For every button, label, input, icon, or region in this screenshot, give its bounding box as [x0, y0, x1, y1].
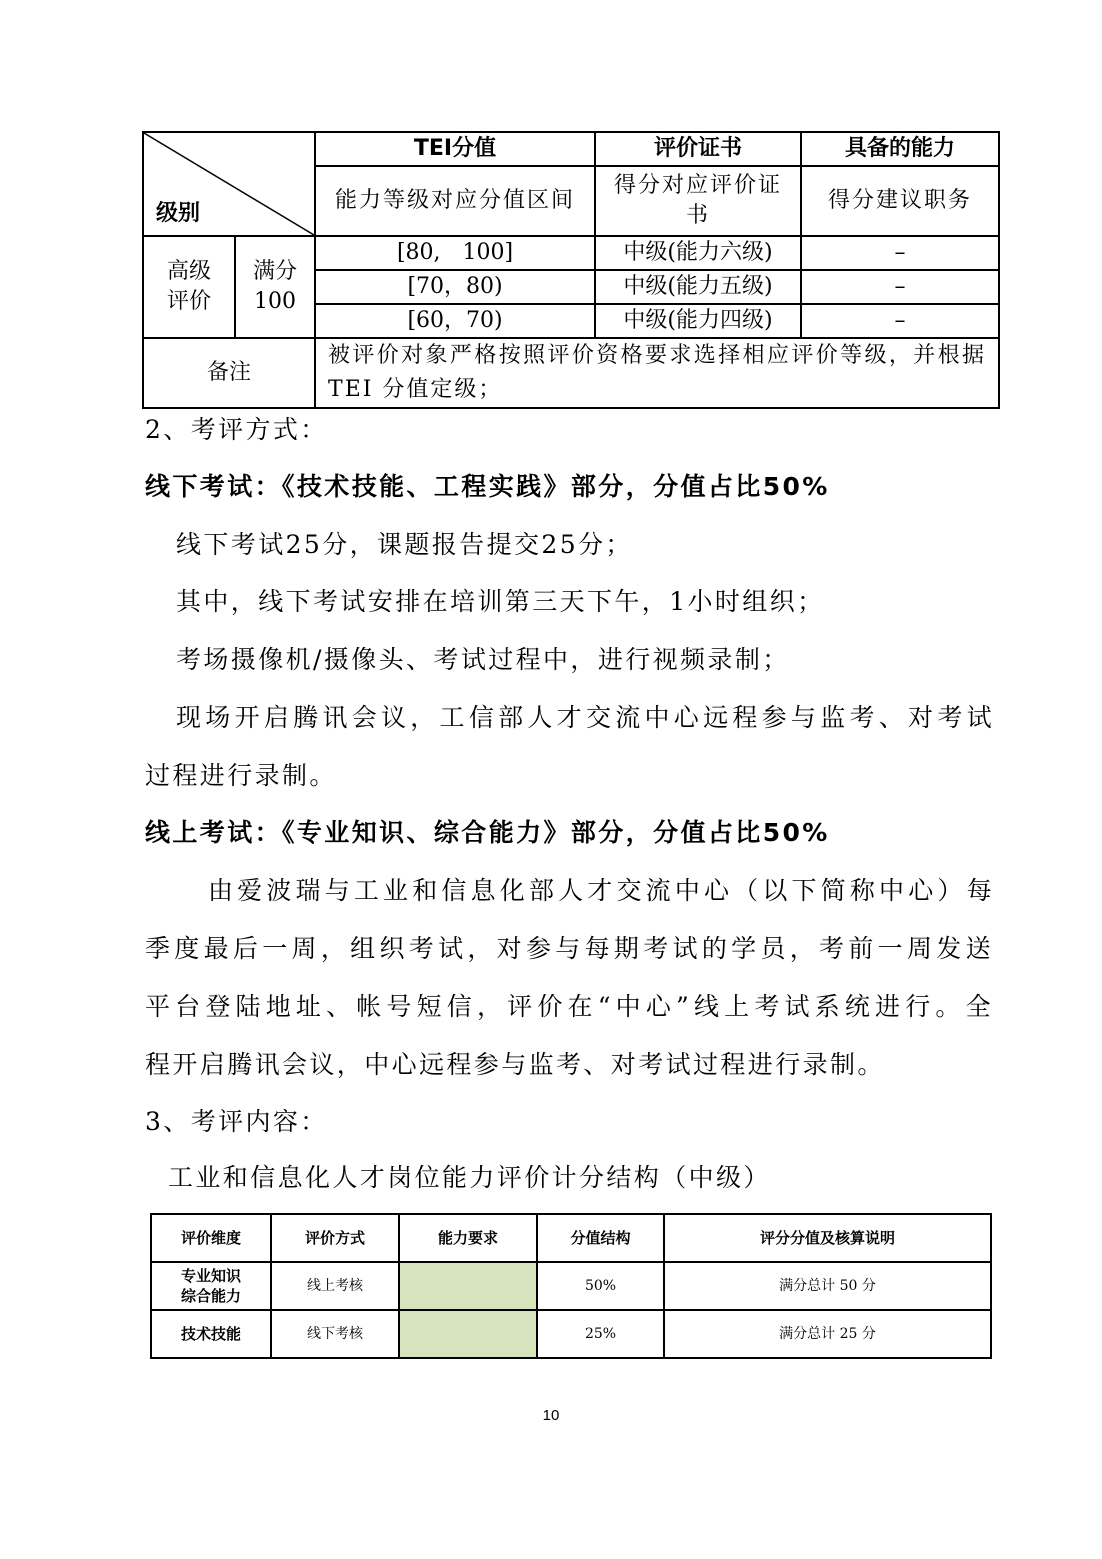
t2-row2-dimension: 技术技能: [151, 1310, 271, 1358]
section3-heading: 3、考评内容：: [145, 1107, 328, 1136]
online-line2: 季度最后一周，组织考试，对参与每期考试的学员，考前一周发送: [145, 934, 993, 963]
level-line2: 评价: [166, 289, 211, 314]
online-line1: 由爱波瑞与工业和信息化部人才交流中心（以下简称中心）每: [208, 876, 994, 905]
cert-row-1: 中级(能力六级): [595, 236, 801, 270]
note-text: 被评价对象严格按照评价资格要求选择相应评价等级，并根据 TEI 分值定级；: [315, 338, 999, 408]
offline-p4-line1: 现场开启腾讯会议，工信部人才交流中心远程参与监考、对考试: [176, 703, 994, 732]
offline-p4-line2: 过程进行录制。: [145, 761, 337, 790]
online-title: 线上考试：《专业知识、综合能力》部分，分值占比50%: [145, 818, 830, 847]
note-label: 备注: [143, 338, 315, 408]
t2-header-requirement: 能力要求: [399, 1214, 537, 1262]
level-cell: [143, 236, 235, 338]
section3-subtitle: 工业和信息化人才岗位能力评价计分结构（中级）: [168, 1163, 771, 1192]
t2-row1-requirement: [399, 1262, 537, 1310]
online-line3: 平台登陆地址、帐号短信，评价在“中心”线上考试系统进行。全: [145, 992, 993, 1021]
t2-row1-dim-a: 专业知识: [180, 1267, 241, 1285]
page-number: 10: [542, 1407, 560, 1424]
range-row-1: [80, 100]: [315, 236, 595, 270]
t2-row1-method: 线上考核: [271, 1262, 399, 1310]
offline-p2: 其中，线下考试安排在培训第三天下午，1小时组织；: [176, 587, 825, 616]
range-row-2: [70，80): [315, 270, 595, 304]
tei-score-table: [142, 131, 1000, 409]
duty-row-1: –: [801, 236, 999, 270]
t2-row2-share: 25%: [537, 1310, 664, 1358]
t2-row1-dim-b: 综合能力: [180, 1287, 241, 1305]
duty-row-3: –: [801, 304, 999, 338]
score-structure-table: [150, 1213, 992, 1359]
offline-p3: 考场摄像机/摄像头、考试过程中，进行视频录制；: [176, 645, 790, 674]
header-cert: 评价证书: [595, 132, 801, 166]
range-row-3: [60，70): [315, 304, 595, 338]
full-score-cell: [235, 236, 315, 338]
sub-range: 能力等级对应分值区间: [315, 166, 595, 236]
t2-header-method: 评价方式: [271, 1214, 399, 1262]
level-line1: 高级: [166, 259, 211, 284]
t2-header-explanation: 评分分值及核算说明: [664, 1214, 991, 1262]
header-tei: TEI分值: [315, 132, 595, 166]
cert-row-2: 中级(能力五级): [595, 270, 801, 304]
duty-row-2: –: [801, 270, 999, 304]
sub-cert: 得分对应评价证书: [595, 166, 801, 236]
t2-row1-dimension: [151, 1262, 271, 1310]
cert-row-3: 中级(能力四级): [595, 304, 801, 338]
full-line1: 满分: [253, 259, 298, 284]
level-corner-cell: [143, 132, 315, 236]
corner-label: 级别: [156, 201, 201, 226]
t2-header-dimension: 评价维度: [151, 1214, 271, 1262]
t2-row2-note: 满分总计 25 分: [664, 1310, 991, 1358]
t2-row2-method: 线下考核: [271, 1310, 399, 1358]
t2-row1-note: 满分总计 50 分: [664, 1262, 991, 1310]
full-line2: 100: [254, 289, 296, 314]
header-ability: 具备的能力: [801, 132, 999, 166]
section2-heading: 2、考评方式：: [145, 415, 328, 444]
online-line4: 程开启腾讯会议，中心远程参与监考、对考试过程进行录制。: [145, 1050, 885, 1079]
sub-duty: 得分建议职务: [801, 166, 999, 236]
t2-row1-share: 50%: [537, 1262, 664, 1310]
offline-title: 线下考试：《技术技能、工程实践》部分，分值占比50%: [145, 472, 830, 501]
t2-row2-requirement: [399, 1310, 537, 1358]
offline-p1: 线下考试25分，课题报告提交25分；: [176, 530, 633, 559]
t2-header-structure: 分值结构: [537, 1214, 664, 1262]
